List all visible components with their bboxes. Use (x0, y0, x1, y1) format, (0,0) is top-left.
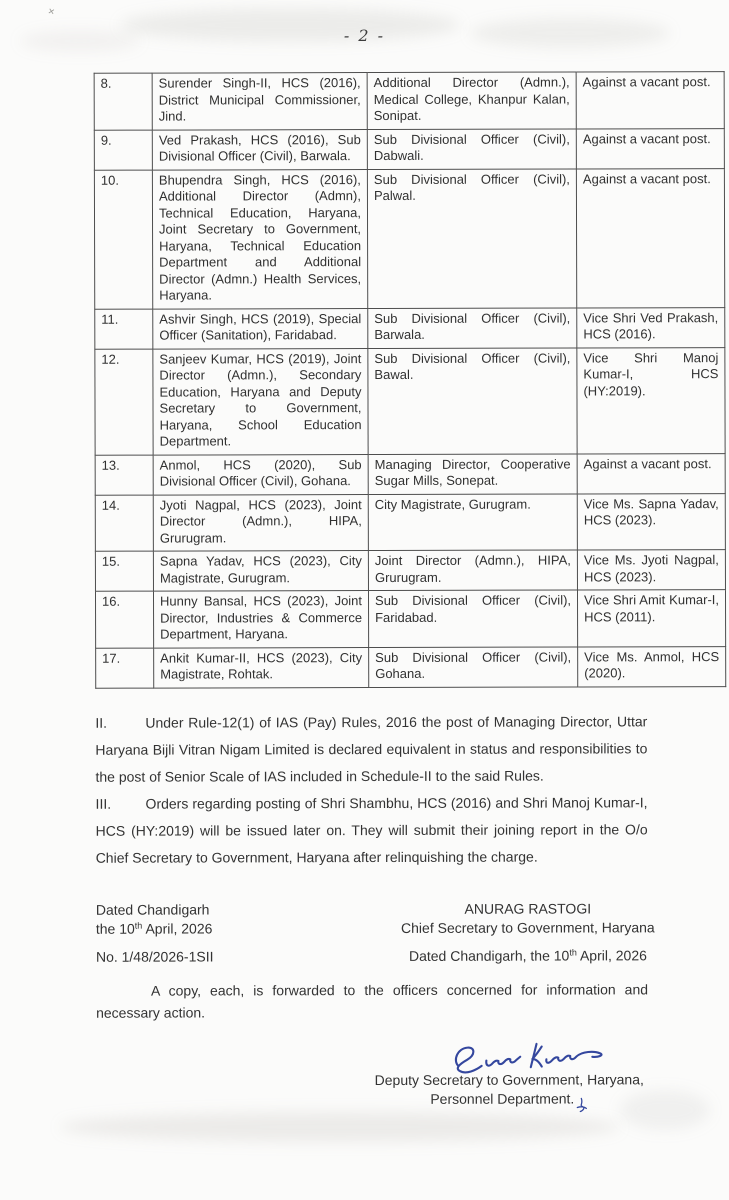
cell-sr: 16. (95, 591, 153, 648)
table-row (95, 307, 725, 349)
dateline-block (96, 899, 674, 967)
signatory-designation: Chief Secretary to Government, Haryana (401, 918, 655, 936)
endorsement-line2: Personnel Department. (430, 1090, 575, 1107)
cell-from: Anmol, HCS (2020), Sub Divisional Officer (Civil), Gohana. (153, 454, 368, 495)
cell-to: Sub Divisional Officer (Civil), Bawal. (368, 347, 577, 454)
cell-sr: 17. (96, 648, 154, 688)
cell-to: Sub Divisional Officer (Civil), Dabwali. (367, 128, 576, 169)
signatory-dated-prefix: Dated Chandigarh, the 10 (408, 947, 570, 964)
paragraph-III-numeral: III. (95, 795, 112, 812)
signatory-dated-sup: th (569, 946, 577, 958)
cell-to: City Magistrate, Gurugram. (368, 493, 577, 550)
paragraph-III-text: Orders regarding posting of Shri Shambhu, HCS (2016) and Shri Manoj Kumar-I, HCS (HY:2019) will be issued later on. They will submit their joining report in the O/o Chief Secretary to Government, Haryana after relinquishing the charge. (95, 793, 648, 866)
table-row (94, 72, 724, 130)
paragraph-II-text: Under Rule-12(1) of IAS (Pay) Rules, 2016 the post of Managing Director, Uttar Haryana Bijli Vitran Nigam Limited is declared equivalent in status and responsibilities to the post of Senior Scale of IAS included in Schedule-II to the said Rules. (95, 712, 648, 785)
dateline-date (96, 919, 346, 939)
cell-from: Ved Prakash, HCS (2016), Sub Divisional Officer (Civil), Barwala. (152, 129, 367, 170)
cell-sr: 12. (95, 349, 153, 455)
cell-from: Ankit Kumar-II, HCS (2023), City Magistrate, Rohtak. (154, 647, 369, 688)
dateline-date-sup: th (134, 920, 143, 931)
cell-from: Ashvir Singh, HCS (2019), Special Officer (Sanitation), Faridabad. (153, 308, 368, 349)
cell-remarks: Against a vacant post. (576, 168, 724, 307)
cell-from: Jyoti Nagpal, HCS (2023), Joint Director (Admn.), HIPA, Grurugram. (153, 494, 368, 551)
cell-remarks: Vice Ms. Anmol, HCS (2020). (578, 646, 726, 686)
table-row (95, 453, 725, 495)
paragraph-II (95, 708, 647, 790)
cell-to: Sub Divisional Officer (Civil), Gohana. (369, 646, 578, 687)
transfer-table-body (94, 72, 726, 688)
pen-flourish (575, 1097, 588, 1118)
cell-remarks: Against a vacant post. (576, 72, 724, 129)
cell-to: Sub Divisional Officer (Civil), Palwal. (367, 168, 576, 308)
cell-sr: 11. (95, 309, 153, 349)
forwarding-paragraph: A copy, each, is forwarded to the officers concerned for information and necessary action. (96, 980, 649, 1021)
cell-remarks: Vice Shri Ved Prakash, HCS (2016). (577, 307, 725, 347)
cell-from: Surender Singh-II, HCS (2016), District Municipal Commissioner, Jind. (152, 73, 367, 130)
paragraph-II-numeral: II. (95, 714, 108, 731)
table-row (95, 550, 725, 592)
cell-sr: 10. (94, 170, 152, 309)
order-paragraphs (95, 708, 647, 871)
cell-remarks: Against a vacant post. (576, 128, 724, 168)
cell-sr: 9. (94, 130, 152, 170)
table-row (95, 347, 725, 455)
dateline-place: Dated Chandigarh (95, 900, 210, 918)
cell-to: Joint Director (Admn.), HIPA, Grurugram. (368, 550, 577, 591)
signatory-dated (382, 946, 674, 966)
dateline-date-suffix: April, 2026 (142, 919, 213, 937)
table-row (94, 168, 724, 309)
cell-from: Sanjeev Kumar, HCS (2019), Joint Director (Admn.), Secondary Education, Haryana and Deputy Secretary to Government, Haryana, School Education Department. (153, 348, 368, 455)
reference-number: No. 1/48/2026-1SII (95, 947, 214, 965)
table-row (96, 646, 726, 688)
pencil-mark: × (46, 5, 56, 19)
table-row (95, 590, 725, 648)
document-content (94, 71, 720, 1119)
cell-to: Additional Director (Admn.), Medical College, Khanpur Kalan, Sonipat. (367, 72, 576, 129)
endorsement-block (344, 1036, 674, 1119)
page-number: - 2 - (343, 26, 386, 45)
cell-sr: 8. (94, 73, 152, 130)
dateline-left (96, 900, 346, 967)
cell-remarks: Vice Shri Amit Kumar-I, HCS (2011). (577, 590, 725, 647)
cell-from: Bhupendra Singh, HCS (2016), Additional Director (Admn), Technical Education, Haryana, Joint Secretary to Government, Haryana, Technical Education Department and Additional Director (Admn.) Health Services, Haryana. (152, 169, 367, 309)
signatory-block (382, 899, 674, 966)
cell-sr: 15. (95, 551, 153, 591)
cell-sr: 14. (95, 495, 153, 552)
endorsement-designation (344, 1070, 674, 1090)
table-row (94, 128, 724, 170)
endorsement-line1: Deputy Secretary to Government, Haryana, (374, 1070, 644, 1088)
paragraph-III (96, 789, 648, 871)
endorsement-department (344, 1089, 674, 1119)
dateline-date-prefix: the 10 (95, 920, 135, 937)
cell-from: Hunny Bansal, HCS (2023), Joint Director, Industries & Commerce Department, Haryana. (153, 591, 368, 648)
cell-sr: 13. (95, 455, 153, 495)
cell-to: Sub Divisional Officer (Civil), Barwala. (368, 307, 577, 348)
cell-remarks: Vice Shri Manoj Kumar-I, HCS (HY:2019). (577, 347, 725, 453)
signatory-dated-suffix: April, 2026 (576, 946, 647, 963)
cell-remarks: Against a vacant post. (577, 453, 725, 493)
cell-remarks: Vice Ms. Sapna Yadav, HCS (2023). (577, 493, 725, 550)
cell-remarks: Vice Ms. Jyoti Nagpal, HCS (2023). (577, 550, 725, 590)
cell-to: Managing Director, Cooperative Sugar Mills, Sonepat. (368, 453, 577, 494)
cell-to: Sub Divisional Officer (Civil), Faridabad. (368, 590, 577, 647)
table-row (95, 493, 725, 551)
cell-from: Sapna Yadav, HCS (2023), City Magistrate, Gurugram. (153, 551, 368, 592)
signatory-name: ANURAG RASTOGI (464, 899, 592, 917)
transfer-order-table (94, 71, 727, 688)
